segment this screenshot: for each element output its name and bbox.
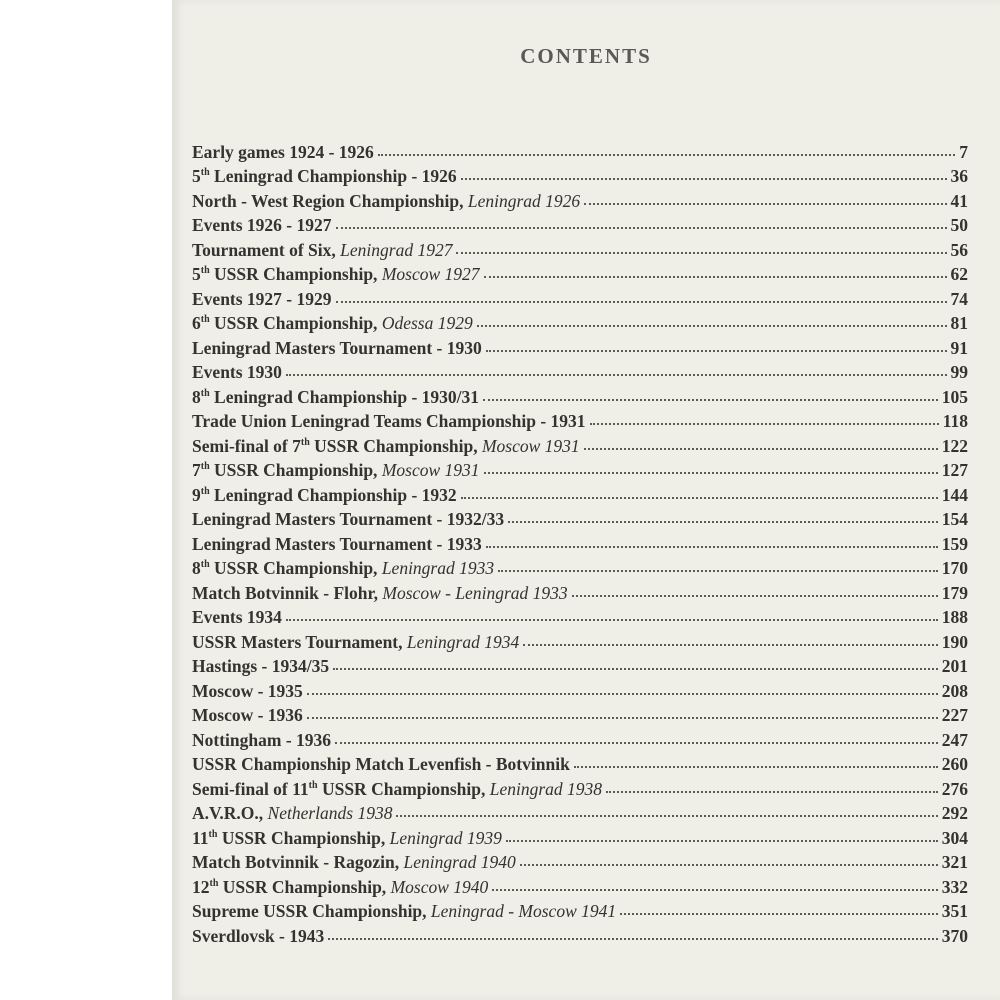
page-number: 62: [950, 264, 968, 285]
page-number: 321: [941, 852, 968, 873]
ordinal-suffix: th: [200, 461, 210, 473]
page-number: 7: [959, 141, 968, 162]
entry-prefix: Semi-final of 7: [192, 435, 301, 456]
entry-place: Leningrad 1926: [467, 190, 581, 211]
dot-leader: [456, 236, 946, 254]
toc-entry-title: [192, 730, 331, 751]
entry-name: Leningrad Masters Tournament - 1932/33: [192, 509, 505, 530]
dot-leader: [461, 163, 947, 181]
toc-entry: [192, 508, 968, 533]
page-number: 292: [941, 803, 968, 824]
page-number: 36: [950, 166, 968, 187]
toc-entry-title: [192, 607, 282, 628]
toc-entry-title: [192, 803, 392, 824]
toc-entry-title: [192, 411, 586, 432]
page-number: 201: [941, 656, 968, 677]
page-number: 50: [950, 215, 968, 236]
page-number: 170: [941, 558, 968, 579]
toc-entry: [192, 287, 968, 312]
dot-leader: [484, 457, 938, 475]
toc-entry: [192, 655, 968, 680]
dot-leader: [328, 922, 938, 940]
entry-prefix: 9: [192, 484, 201, 505]
toc-entry-title: [192, 681, 303, 702]
dot-leader: [461, 481, 938, 499]
page-number: 159: [941, 533, 968, 554]
dot-leader: [498, 555, 938, 573]
toc-entry-title: [192, 877, 488, 898]
toc-entry-title: [192, 191, 580, 212]
toc-entry: [192, 532, 968, 557]
toc-entry: [192, 630, 968, 655]
entry-place: Moscow 1940: [390, 876, 489, 897]
entry-name: Sverdlovsk - 1943: [192, 925, 325, 946]
ordinal-suffix: th: [308, 779, 318, 791]
toc-entry: [192, 483, 968, 508]
toc-entry: [192, 851, 968, 876]
dot-leader: [486, 530, 938, 548]
toc-entry: [192, 459, 968, 484]
toc-entry: [192, 900, 968, 925]
toc-entry-title: [192, 460, 480, 481]
ordinal-suffix: th: [200, 559, 210, 571]
page-number: 208: [941, 680, 968, 701]
page-number: 127: [941, 460, 968, 481]
page-number: 144: [941, 484, 968, 505]
entry-name: Match Botvinnik - Ragozin,: [192, 852, 400, 873]
entry-prefix: 8: [192, 558, 201, 579]
entry-name: Hastings - 1934/35: [192, 656, 330, 677]
toc-entry-title: [192, 558, 494, 579]
page-number: 370: [941, 925, 968, 946]
toc-entry: [192, 753, 968, 778]
entry-name: Leningrad Championship - 1930/31: [209, 386, 480, 407]
entry-place: Moscow 1931: [481, 435, 580, 456]
dot-leader: [486, 334, 947, 352]
page-number: 260: [941, 754, 968, 775]
entry-place: Leningrad - Moscow 1941: [430, 901, 617, 922]
toc-entry-title: [192, 166, 457, 187]
toc-entry-title: [192, 338, 482, 359]
entry-name: Leningrad Masters Tournament - 1930: [192, 337, 482, 358]
page-number: 81: [950, 313, 968, 334]
entry-name: USSR Masters Tournament,: [192, 631, 403, 652]
page-number: 56: [950, 239, 968, 260]
entry-name: Trade Union Leningrad Teams Championship - 1931: [192, 411, 586, 432]
ordinal-suffix: th: [200, 265, 210, 277]
toc-entry-title: [192, 142, 374, 163]
toc-entry: [192, 826, 968, 851]
toc-entry-title: [192, 656, 329, 677]
toc-entry: [192, 361, 968, 386]
ordinal-suffix: th: [208, 828, 218, 840]
dot-leader: [523, 628, 938, 646]
toc-entry-title: [192, 779, 602, 800]
dot-leader: [307, 702, 938, 720]
entry-name: Events 1927 - 1929: [192, 288, 332, 309]
page-number: 190: [941, 631, 968, 652]
dot-leader: [620, 898, 938, 916]
entry-name: USSR Championship,: [209, 460, 378, 481]
toc-entry-title: [192, 362, 282, 383]
toc-entry-title: [192, 215, 332, 236]
page-number: 227: [941, 705, 968, 726]
table-of-contents: [192, 140, 968, 949]
toc-entry-title: [192, 705, 303, 726]
dot-leader: [492, 873, 937, 891]
page-number: 99: [950, 362, 968, 383]
entry-name: Leningrad Championship - 1926: [209, 166, 457, 187]
entry-place: Leningrad 1933: [381, 558, 495, 579]
dot-leader: [286, 604, 938, 622]
toc-entry-title: [192, 485, 457, 506]
toc-entry: [192, 679, 968, 704]
entry-name: USSR Championship,: [309, 435, 478, 456]
entry-name: USSR Championship,: [218, 876, 387, 897]
entry-place: Netherlands 1938: [267, 803, 393, 824]
dot-leader: [590, 408, 939, 426]
toc-entry-title: [192, 313, 473, 334]
dot-leader: [520, 849, 938, 867]
toc-entry: [192, 606, 968, 631]
entry-name: Early games 1924 - 1926: [192, 141, 374, 162]
book-page: [172, 0, 1000, 1000]
dot-leader: [483, 383, 938, 401]
page-number: 154: [941, 509, 968, 530]
toc-entry-title: [192, 632, 519, 653]
ordinal-suffix: th: [200, 485, 210, 497]
toc-entry-title: [192, 387, 479, 408]
entry-name: Tournament of Six,: [192, 239, 336, 260]
entry-prefix: Semi-final of 11: [192, 778, 309, 799]
toc-entry: [192, 385, 968, 410]
dot-leader: [508, 506, 938, 524]
ordinal-suffix: th: [209, 877, 219, 889]
toc-entry: [192, 410, 968, 435]
entry-name: Moscow - 1936: [192, 705, 303, 726]
toc-entry: [192, 238, 968, 263]
entry-place: Moscow 1927: [381, 264, 480, 285]
page-number: 74: [950, 288, 968, 309]
page-number: 105: [941, 386, 968, 407]
entry-prefix: 7: [192, 460, 201, 481]
toc-entry: [192, 189, 968, 214]
entry-name: Nottingham - 1936: [192, 729, 332, 750]
dot-leader: [574, 751, 938, 769]
entry-name: Events 1930: [192, 362, 282, 383]
toc-entry-title: [192, 583, 568, 604]
toc-entry: [192, 140, 968, 165]
toc-entry: [192, 581, 968, 606]
toc-entry: [192, 875, 968, 900]
entry-name: USSR Championship,: [217, 827, 386, 848]
page-number: 91: [950, 337, 968, 358]
dot-leader: [584, 432, 938, 450]
entry-place: Leningrad 1940: [403, 852, 516, 873]
dot-leader: [336, 285, 947, 303]
toc-entry-title: [192, 926, 324, 947]
dot-leader: [335, 726, 938, 744]
entry-prefix: 5: [192, 166, 201, 187]
entry-name: Match Botvinnik - Flohr,: [192, 582, 379, 603]
toc-entry-title: [192, 852, 516, 873]
toc-entry: [192, 214, 968, 239]
toc-entry: [192, 728, 968, 753]
entry-name: USSR Championship,: [209, 558, 378, 579]
dot-leader: [572, 579, 938, 597]
entry-place: Leningrad 1927: [340, 239, 453, 260]
entry-place: Moscow - Leningrad 1933: [382, 582, 568, 603]
toc-entry: [192, 336, 968, 361]
toc-entry-title: [192, 240, 452, 261]
toc-entry-title: [192, 828, 502, 849]
ordinal-suffix: th: [200, 314, 210, 326]
ordinal-suffix: th: [200, 167, 210, 179]
page-number: 351: [941, 901, 968, 922]
toc-entry-title: [192, 534, 482, 555]
dot-leader: [484, 261, 947, 279]
page-number: 332: [941, 876, 968, 897]
entry-place: Leningrad 1939: [389, 827, 502, 848]
toc-entry-title: [192, 901, 616, 922]
ordinal-suffix: th: [300, 436, 310, 448]
toc-entry-title: [192, 289, 332, 310]
entry-place: Odessa 1929: [381, 313, 473, 334]
entry-name: Events 1934: [192, 607, 282, 628]
toc-entry-title: [192, 436, 580, 457]
entry-name: Events 1926 - 1927: [192, 215, 332, 236]
entry-prefix: 6: [192, 313, 201, 334]
dot-leader: [606, 775, 938, 793]
entry-name: Moscow - 1935: [192, 680, 303, 701]
entry-name: USSR Championship,: [317, 778, 486, 799]
toc-entry: [192, 777, 968, 802]
dot-leader: [378, 138, 955, 156]
toc-entry: [192, 802, 968, 827]
entry-name: Leningrad Masters Tournament - 1933: [192, 533, 482, 554]
toc-entry-title: [192, 509, 504, 530]
toc-entry: [192, 434, 968, 459]
toc-entry-title: [192, 264, 480, 285]
entry-name: North - West Region Championship,: [192, 190, 464, 211]
entry-name: Supreme USSR Championship,: [192, 901, 427, 922]
page-number: 304: [941, 827, 968, 848]
toc-entry-title: [192, 754, 570, 775]
entry-name: USSR Championship Match Levenfish - Botvinnik: [192, 754, 570, 775]
entry-name: USSR Championship,: [209, 313, 378, 334]
page-title: CONTENTS: [520, 44, 652, 68]
dot-leader: [286, 359, 947, 377]
dot-leader: [333, 653, 938, 671]
page-number: 118: [942, 411, 968, 432]
dot-leader: [307, 677, 938, 695]
toc-entry: [192, 704, 968, 729]
toc-entry: [192, 165, 968, 190]
page-number: 247: [941, 729, 968, 750]
entry-name: Leningrad Championship - 1932: [209, 484, 457, 505]
page-number: 122: [941, 435, 968, 456]
dot-leader: [477, 310, 947, 328]
page-number: 188: [941, 607, 968, 628]
entry-name: USSR Championship,: [209, 264, 378, 285]
entry-prefix: 8: [192, 386, 201, 407]
dot-leader: [506, 824, 938, 842]
toc-entry: [192, 557, 968, 582]
page-number: 276: [941, 778, 968, 799]
page-number: 41: [950, 190, 968, 211]
entry-prefix: 12: [192, 876, 210, 897]
entry-name: A.V.R.O.,: [192, 803, 264, 824]
entry-prefix: 11: [192, 827, 209, 848]
entry-prefix: 5: [192, 264, 201, 285]
toc-entry: [192, 312, 968, 337]
entry-place: Leningrad 1938: [489, 778, 603, 799]
dot-leader: [396, 800, 937, 818]
page-number: 179: [941, 582, 968, 603]
dot-leader: [584, 187, 946, 205]
dot-leader: [336, 212, 947, 230]
ordinal-suffix: th: [200, 387, 210, 399]
toc-entry: [192, 924, 968, 949]
toc-entry: [192, 263, 968, 288]
entry-place: Moscow 1931: [381, 460, 480, 481]
entry-place: Leningrad 1934: [406, 631, 520, 652]
